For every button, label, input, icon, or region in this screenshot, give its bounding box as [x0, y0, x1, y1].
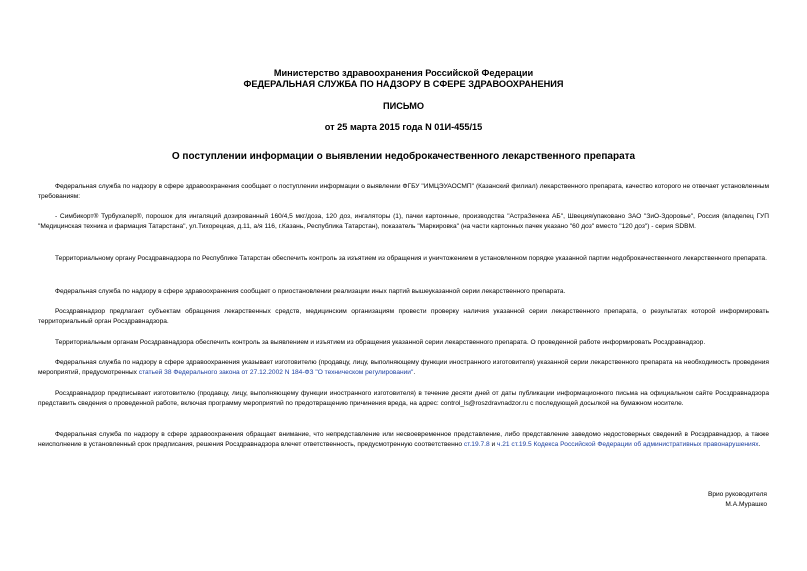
date-number: от 25 марта 2015 года N 01И-455/15 — [324, 122, 483, 132]
ministry-name: Министерство здравоохранения Российской Федерации — [273, 68, 534, 78]
document-type: ПИСЬМО — [382, 101, 425, 111]
paragraph-9-end: . — [758, 441, 761, 449]
article-19-7-8-link[interactable]: ст.19.7.8 — [463, 441, 490, 449]
service-name: ФЕДЕРАЛЬНАЯ СЛУЖБА ПО НАДЗОРУ В СФЕРЕ ЗДРАВООХРАНЕНИЯ — [243, 79, 564, 89]
paragraph-6: Территориальным органам Росздравнадзора обеспечить контроль за выявлением и изъятием из обращения указанной серии лекарственного препарата. О проведенной работе информировать Росздравнадзор. — [55, 339, 706, 346]
koap-rf-link[interactable]: Кодекса Российской Федерации об административных правонарушениях — [533, 441, 759, 449]
paragraph-8: Росздравнадзор предписывает изготовителю (продавцу, лицу, выполняющему функции иностранного изготовителя) в течение десяти дней от даты публикации информационного письма на официальном сайте Росздравнадзора представить сведения о проведенной работе, включая программу мероприятий по предотвращению причинения вреда, на адрес: control_ls@roszdravnadzor.ru с последующей досылкой на бумажном носителе. — [38, 390, 769, 408]
paragraph-2: - Симбикорт® Турбухалер®, порошок для ингаляций дозированный 160/4,5 мкг/доза, 120 доз, ингаляторы (1), пачки картонные, производства "АстраЗенека АБ", Швеция/упаковано ЗАО "ЗиО-Здоровье", Россия (владелец ГУП "Медицинская техника и фармация Татарстана", ул.Тихорецкая, д.11, а/я 116, г.Казань, Республика Татарстан), показатель "Маркировка" (на части картонных пачек указано "60 доз" вместо "120 доз") - серия SDBM. — [38, 213, 769, 231]
signature-name: М.А.Мурашко — [725, 501, 767, 508]
paragraph-1: Федеральная служба по надзору в сфере здравоохранения сообщает о поступлении информации о выявлении ФГБУ "ИМЦЭУАОСМП" (Казанский филиал) лекарственного препарата, качество которого не отвечает установленным требованиям: — [38, 183, 769, 201]
paragraph-9-text: Федеральная служба по надзору в сфере здравоохранения обращает внимание, что непредставление или несвоевременное представление, либо представление заведомо недостоверных сведений в Росздравнадзор, а также неисполнение в установленный срок предписания, решения Росздравнадзора влечет ответственность, предусмотренную соответственно — [38, 431, 769, 449]
signature-position: Врио руководителя — [707, 491, 767, 498]
paragraph-9 — [38, 430, 769, 451]
law-184-fz-link[interactable]: статьей 38 Федерального закона от 27.12.2002 N 184-ФЗ "О техническом регулировании" — [138, 369, 414, 377]
paragraph-9-and: и — [489, 441, 497, 449]
document-title: О поступлении информации о выявлении недоброкачественного лекарственного препарата — [171, 151, 636, 162]
article-19-5-link[interactable]: ч.21 ст.19.5 — [497, 441, 532, 449]
paragraph-4: Федеральная служба по надзору в сфере здравоохранения сообщает о приостановлении реализации иных партий вышеуказанной серии лекарственного препарата. — [55, 288, 566, 295]
paragraph-7 — [38, 358, 769, 379]
paragraph-7-end: . — [413, 369, 416, 377]
paragraph-5: Росздравнадзор предлагает субъектам обращения лекарственных средств, медицинским организациям провести проверку наличия указанной серии лекарственного препарата, о результатах которой информировать территориальный орган Росздравнадзора. — [38, 308, 769, 326]
paragraph-3: Территориальному органу Росздравнадзора по Республике Татарстан обеспечить контроль за изъятием из обращения и уничтожением в установленном порядке указанной партии недоброкачественного лекарственного препарата. — [55, 255, 767, 262]
paragraph-7-text: Федеральная служба по надзору в сфере здравоохранения указывает изготовителю (продавцу, лицу, выполняющему функции иностранного изготовителя) указанной серии лекарственного препарата на необходимость проведения мероприятий, предусмотренных — [38, 359, 769, 377]
